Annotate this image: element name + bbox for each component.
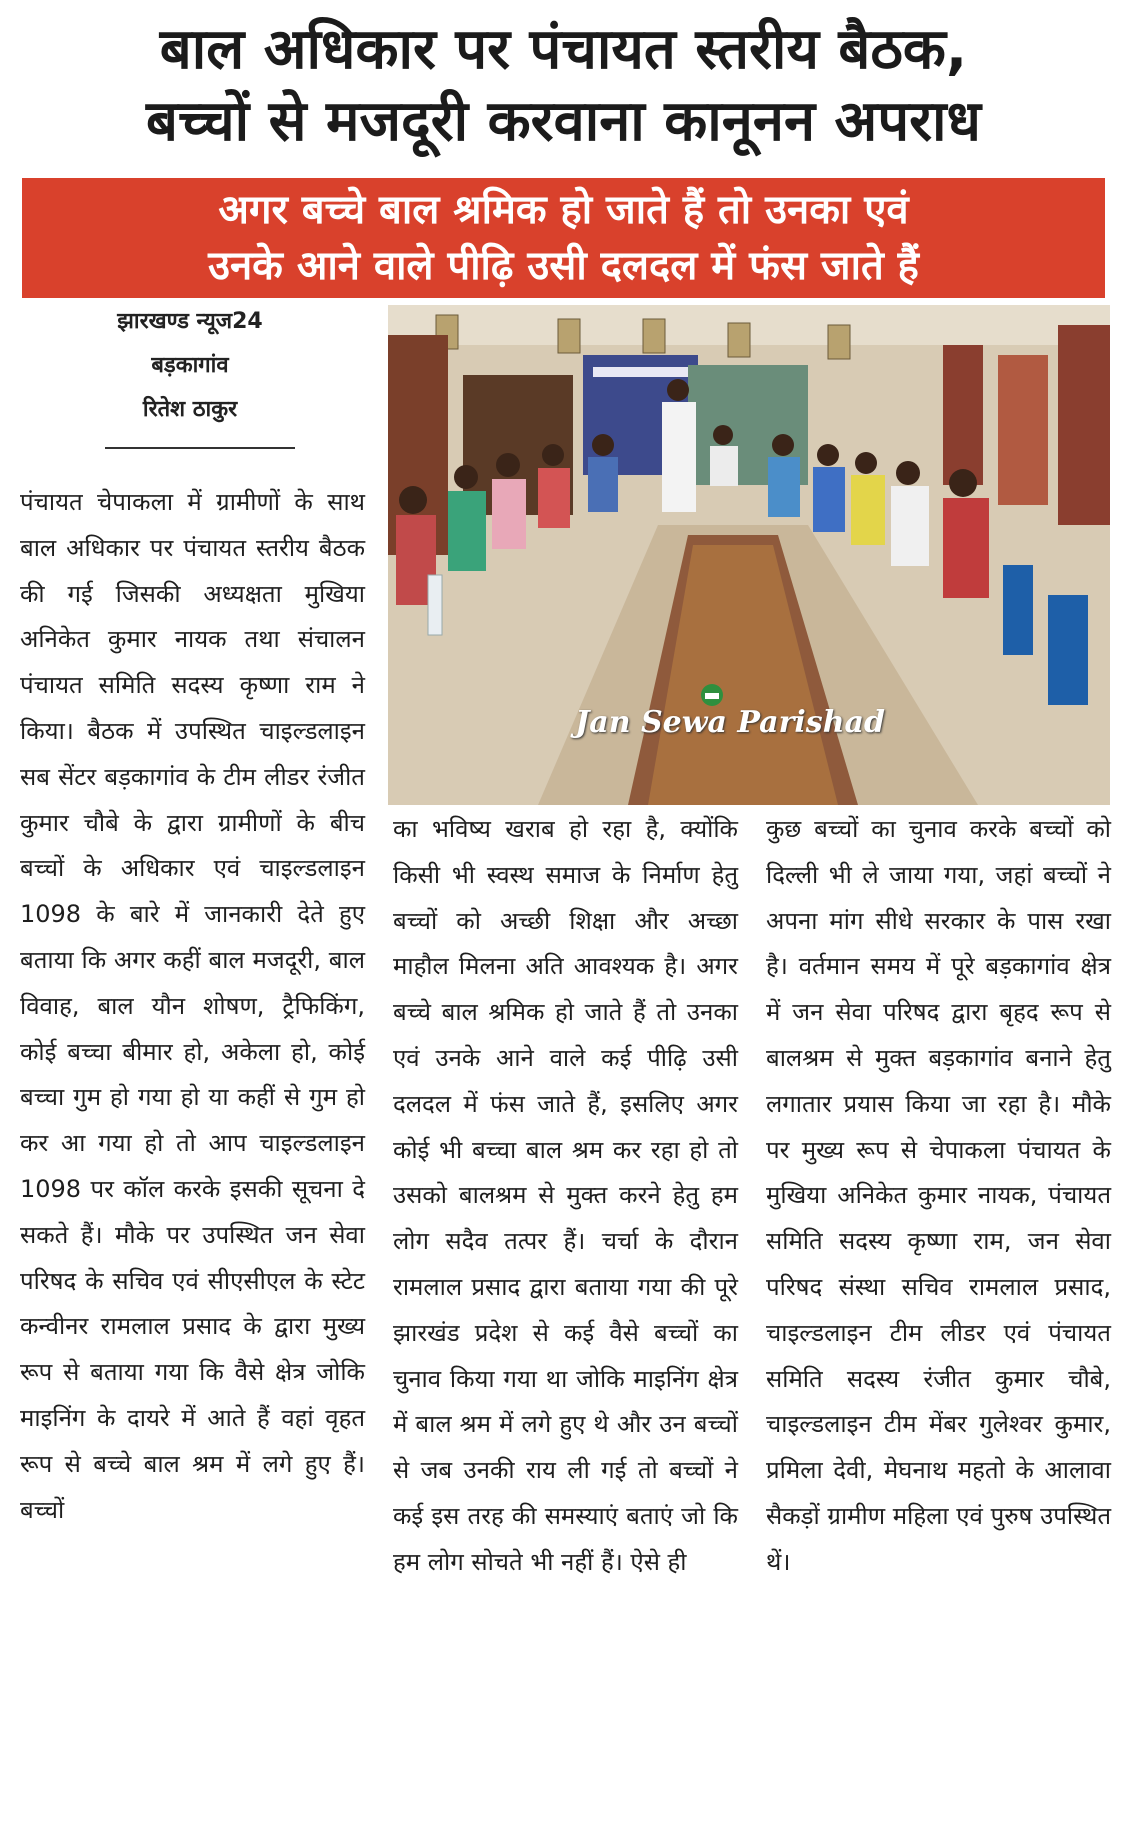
photo-watermark: Jan Sewa Parishad	[575, 705, 885, 740]
byline-source: झारखण्ड न्यूज24	[117, 309, 263, 334]
byline-divider	[105, 447, 295, 449]
jan-sewa-parishad-logo-icon	[697, 683, 727, 707]
byline	[40, 300, 340, 432]
headline-line-1: बाल अधिकार पर पंचायत स्तरीय बैठक,	[159, 17, 968, 82]
headline	[0, 14, 1127, 158]
subheadline-banner	[22, 178, 1105, 298]
banner-line-2: उनके आने वाले पीढ़ि उसी दलदल में फंस जाते हैं	[208, 243, 919, 289]
article-column-3: कुछ बच्चों का चुनाव करके बच्चों को दिल्ली भी ले जाया गया, जहां बच्चों ने अपना मांग सीधे सरकार के पास रखा है। वर्तमान समय में पूरे बड़कागांव क्षेत्र में जन सेवा परिषद द्वारा बृहद रूप से बालश्रम से मुक्त बड़कागांव बनाने हेतु लगातार प्रयास किया जा रहा है। मौके पर मुख्य रूप से चेपाकला पंचायत के मुखिया अनिकेत कुमार नायक, पंचायत समिति सदस्य कृष्णा राम, जन सेवा परिषद संस्था सचिव रामलाल प्रसाद, चाइल्डलाइन टीम लीडर एवं पंचायत समिति सदस्य रंजीत कुमार चौबे, चाइल्डलाइन टीम मेंबर गुलेश्वर कुमार, प्रमिला देवी, मेघनाथ महतो के आलावा सैकड़ों ग्रामीण महिला एवं पुरुष उपस्थित थें।	[766, 815, 1111, 1576]
article-column-1: पंचायत चेपाकला में ग्रामीणों के साथ बाल अधिकार पर पंचायत स्तरीय बैठक की गई जिसकी अध्यक्षता मुखिया अनिकेत कुमार नायक तथा संचालन पंचायत समिति सदस्य कृष्णा राम ने किया। बैठक में उपस्थित चाइल्डलाइन सब सेंटर बड़कागांव के टीम लीडर रंजीत कुमार चौबे के द्वारा ग्रामीणों के बीच बच्चों के अधिकार एवं चाइल्डलाइन 1098 के बारे में जानकारी देते हुए बताया कि अगर कहीं बाल मजदूरी, बाल विवाह, बाल यौन शोषण, ट्रैफिकिंग, कोई बच्चा बीमार हो, अकेला हो, कोई बच्चा गुम हो गया हो या कहीं से गुम हो कर आ गया हो तो आप चाइल्डलाइन 1098 पर कॉल करके इसकी सूचना दे सकते हैं। मौके पर उपस्थित जन सेवा परिषद के सचिव एवं सीएसीएल के स्टेट कन्वीनर रामलाल प्रसाद के द्वारा मुख्य रूप से बताया गया कि वैसे क्षेत्र जोकि माइनिंग के दायरे में आते हैं वहां वृहत रूप से बच्चे बाल श्रम में लगे हुए हैं। बच्चों	[20, 488, 365, 1524]
article-column-2: का भविष्य खराब हो रहा है, क्योंकि किसी भी स्वस्थ समाज के निर्माण हेतु बच्चों को अच्छी शिक्षा और अच्छा माहौल मिलना अति आवश्यक है। अगर बच्चे बाल श्रमिक हो जाते हैं तो उनका एवं उनके आने वाले कई पीढ़ि उसी दलदल में फंस जाते हैं, इसलिए अगर कोई भी बच्चा बाल श्रम कर रहा हो तो उसको बालश्रम से मुक्त करने हेतु हम लोग सदैव तत्पर हैं। चर्चा के दौरान रामलाल प्रसाद द्वारा बताया गया की पूरे झारखंड प्रदेश से कई वैसे बच्चों का चुनाव किया गया था जोकि माइनिंग क्षेत्र में बाल श्रम में लगे हुए थे और उन बच्चों से जब उनकी राय ली गई तो बच्चों ने कई इस तरह की समस्याएं बताएं जो कि हम लोग सोचते भी नहीं हैं। ऐसे ही	[393, 815, 738, 1576]
banner-line-1: अगर बच्चे बाल श्रमिक हो जाते हैं तो उनका एवं	[218, 187, 909, 233]
byline-author: रितेश ठाकुर	[142, 397, 238, 422]
byline-place: बड़कागांव	[151, 353, 229, 378]
headline-line-2: बच्चों से मजदूरी करवाना कानूनन अपराध	[145, 89, 981, 154]
